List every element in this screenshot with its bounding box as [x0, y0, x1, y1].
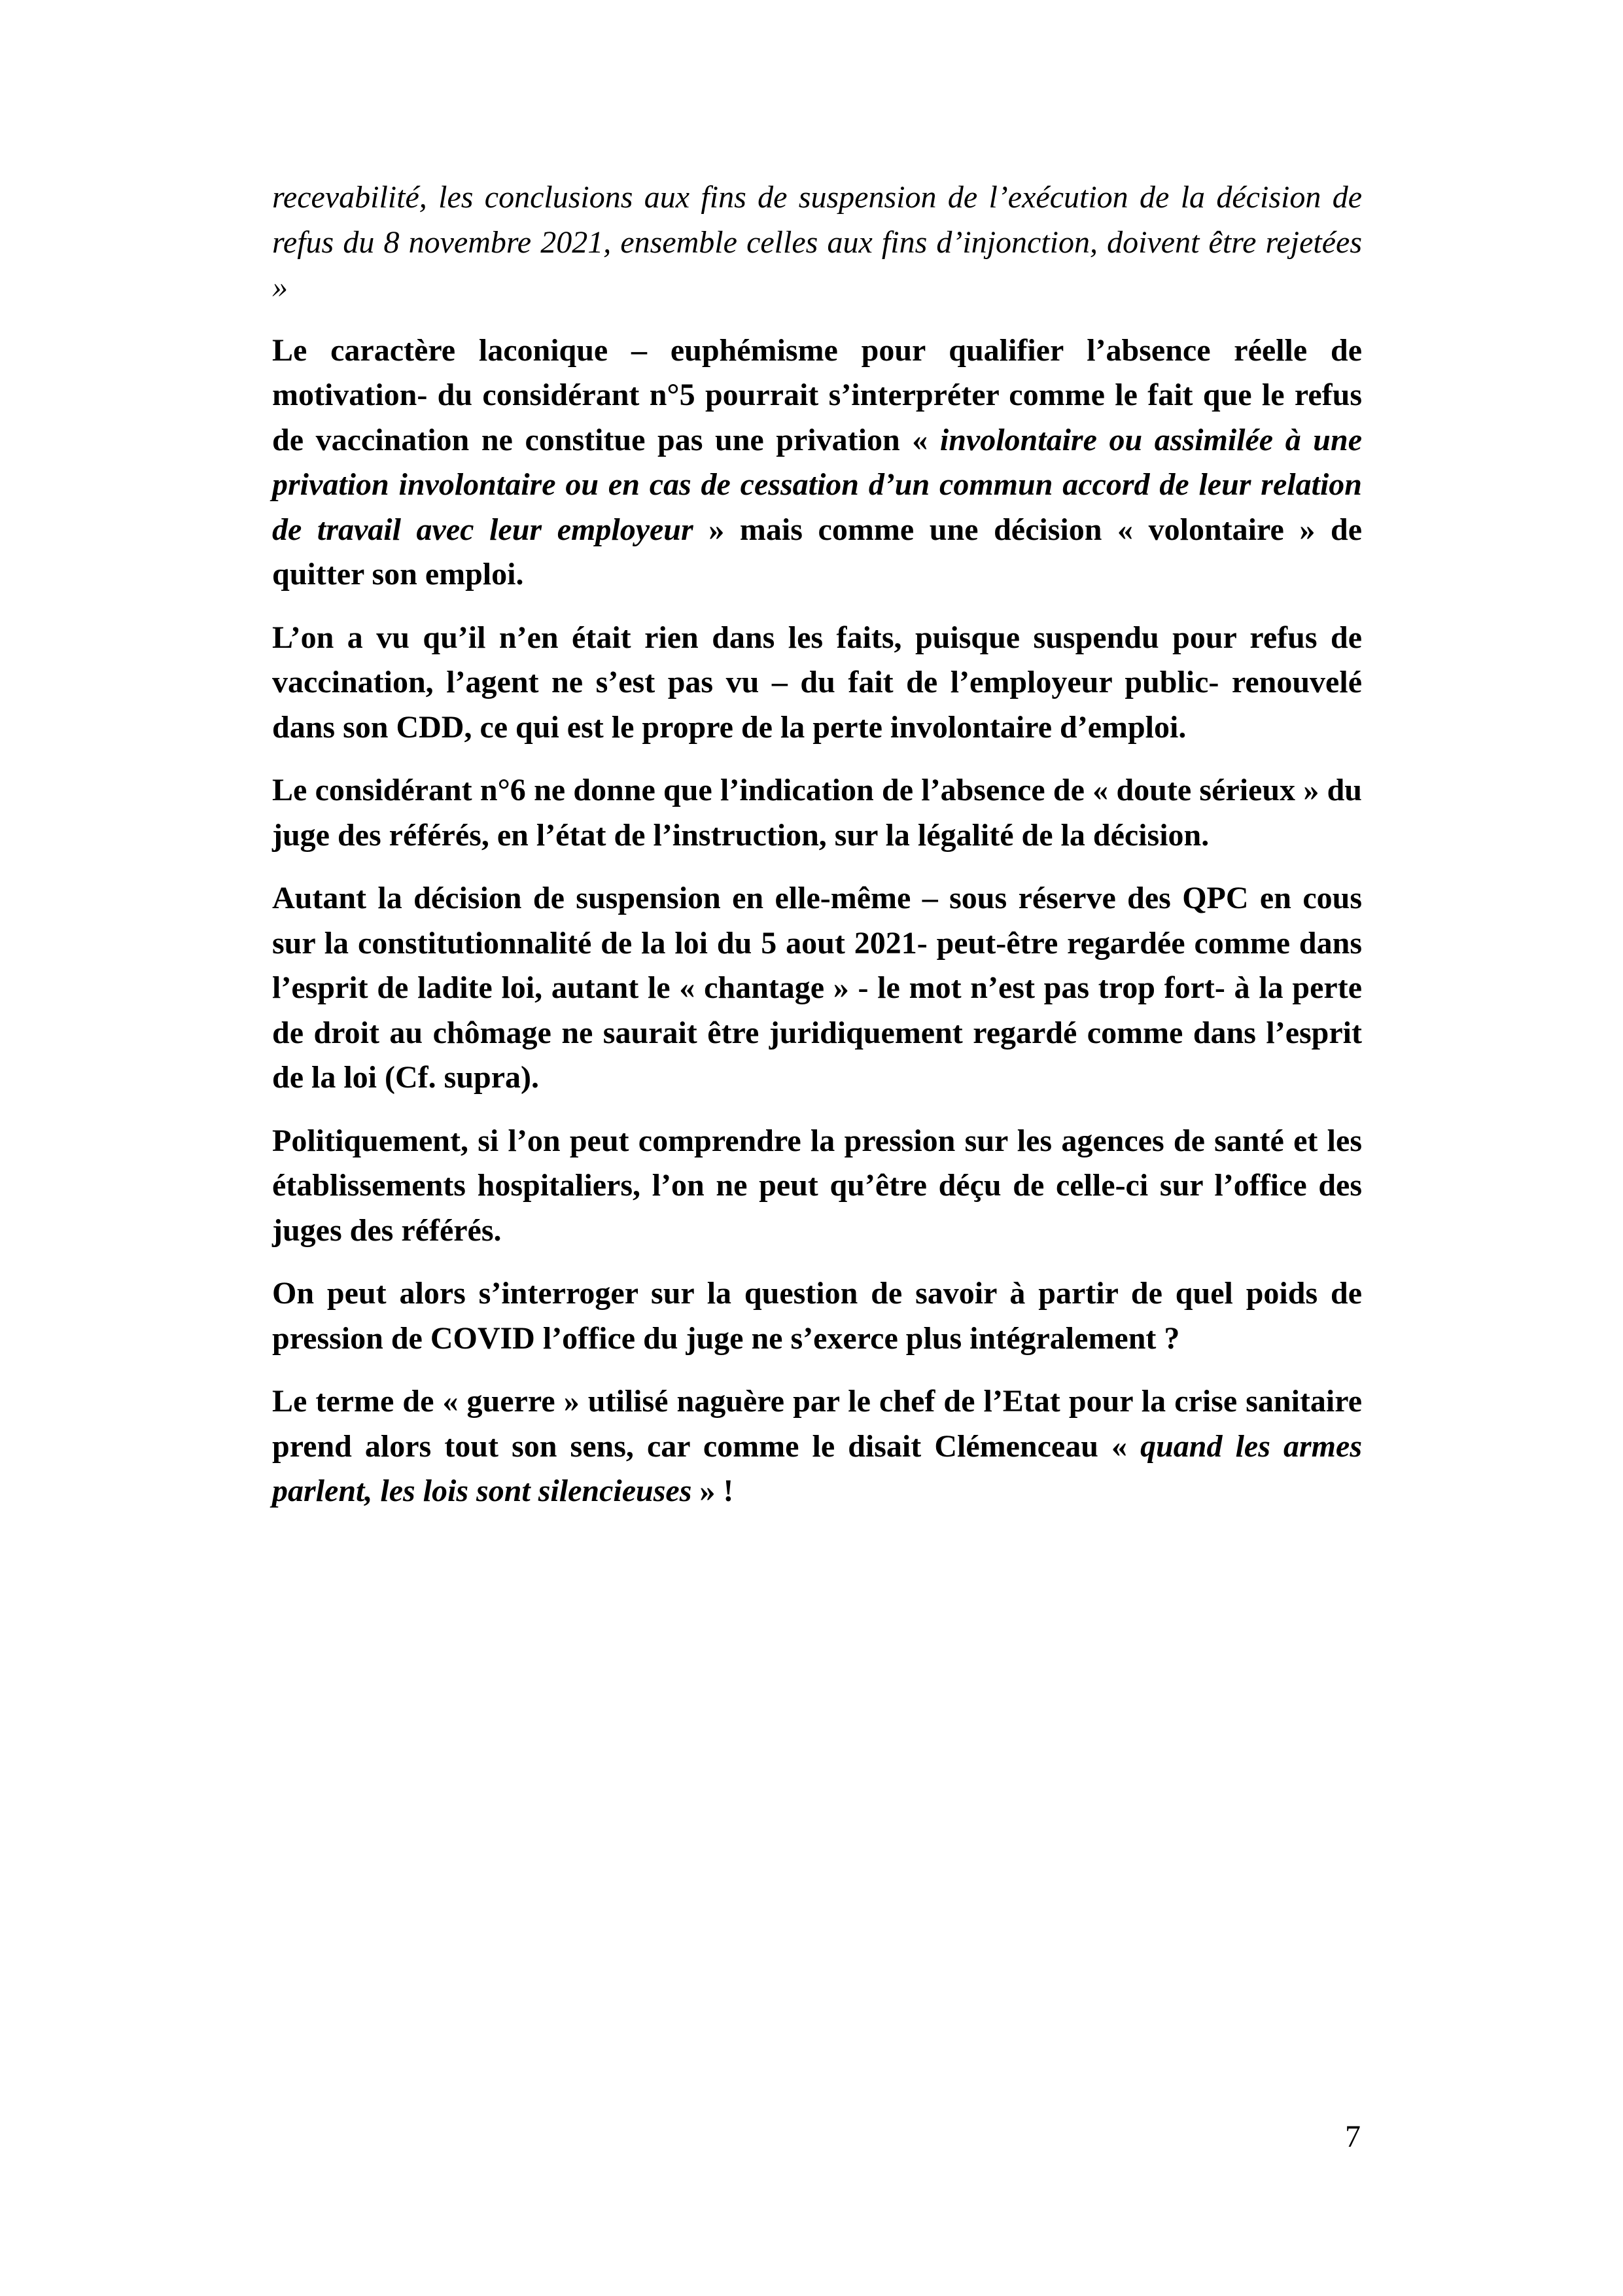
paragraph-6-text: Politiquement, si l’on peut comprendre la pression sur les agences de santé et les établissements hospitaliers, l’on ne peut qu’être déçu de celle-ci sur l’office des juges des référés. [272, 1123, 1362, 1248]
paragraph-8-text-a: Le terme de « guerre » utilisé naguère par le chef de l’Etat pour la crise sanitaire prend alors tout son sens, car comme le disait Clémenceau « [272, 1384, 1362, 1464]
document-body [272, 175, 1362, 1532]
paragraph-2-italic-quote: involontaire ou assimilée à une privation involontaire ou en cas de cessation d’un commun accord de leur relation de travail avec leur employeur [272, 422, 1363, 547]
paragraph-5 [272, 876, 1362, 1101]
paragraph-2-text-b: » mais comme une décision « volontaire » de quitter son emploi. [272, 512, 1363, 592]
paragraph-1-italic-text: recevabilité, les conclusions aux fins de suspension de l’exécution de la décision de refus du 8 novembre 2021, ensemble celles aux fins d’injonction, doivent être rejetées » [272, 180, 1362, 304]
paragraph-7 [272, 1271, 1362, 1361]
paragraph-4-text: Le considérant n°6 ne donne que l’indication de l’absence de « doute sérieux » du juge des référés, en l’état de l’instruction, sur la légalité de la décision. [272, 773, 1362, 853]
paragraph-7-text: On peut alors s’interroger sur la question de savoir à partir de quel poids de pression de COVID l’office du juge ne s’exerce plus intégralement ? [272, 1276, 1362, 1356]
paragraph-5-text: Autant la décision de suspension en elle-même – sous réserve des QPC en cous sur la constitutionnalité de la loi du 5 aout 2021- peut-être regardée comme dans l’esprit de ladite loi, autant le « chantage » - le mot n’est pas trop fort- à la perte de droit au chômage ne saurait être juridiquement regardé comme dans l’esprit de la loi (Cf. supra). [272, 881, 1362, 1095]
paragraph-8-italic-quote: quand les armes parlent, les lois sont silencieuses [272, 1428, 1362, 1508]
paragraph-8-text-b: » ! [691, 1474, 734, 1508]
paragraph-6 [272, 1119, 1362, 1254]
paragraph-2 [272, 328, 1362, 597]
page-number: 7 [1345, 2119, 1361, 2154]
paragraph-8 [272, 1379, 1362, 1514]
paragraph-2-text-a: Le caractère laconique – euphémisme pour qualifier l’absence réelle de motivation- du considérant n°5 pourrait s’interpréter comme le fait que le refus de vaccination ne constitue pas une privation « [272, 332, 1362, 457]
paragraph-4 [272, 768, 1362, 858]
paragraph-1 [272, 175, 1362, 310]
paragraph-3 [272, 616, 1362, 751]
paragraph-3-text: L’on a vu qu’il n’en était rien dans les faits, puisque suspendu pour refus de vaccination, l’agent ne s’est pas vu – du fait de l’employeur public- renouvelé dans son CDD, ce qui est le propre de la perte involontaire d’emploi. [272, 620, 1362, 745]
